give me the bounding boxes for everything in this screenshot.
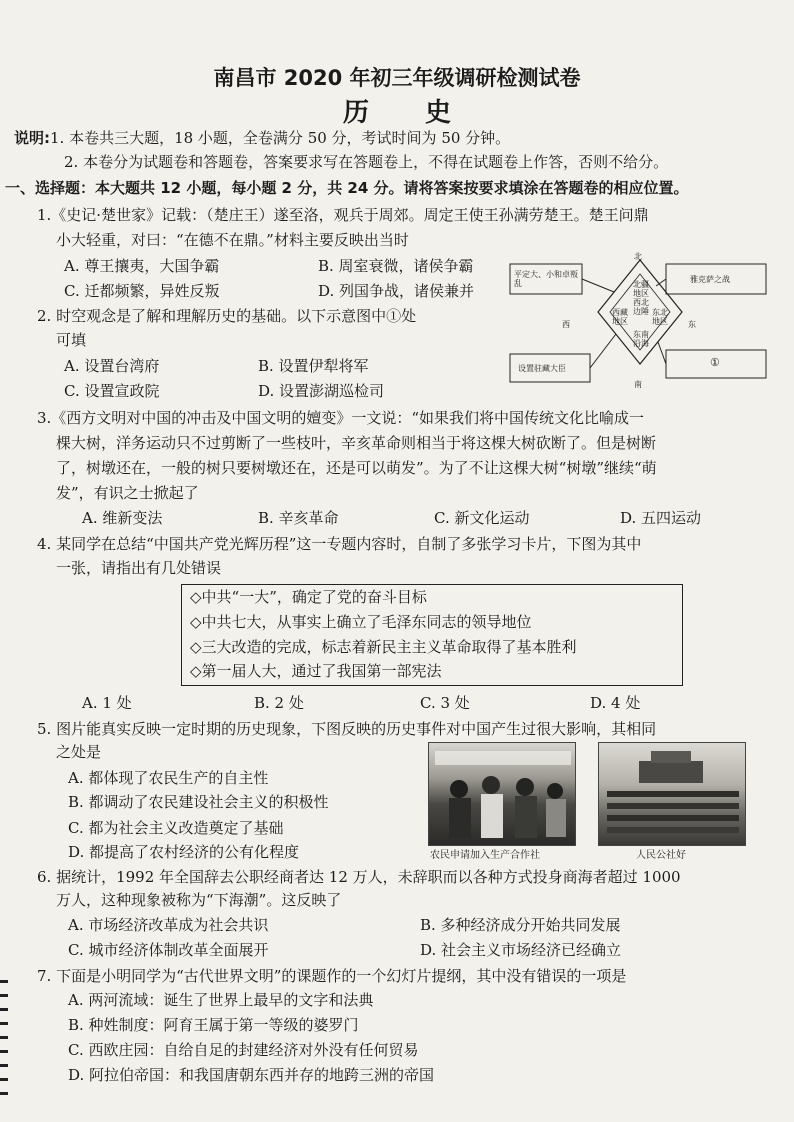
region-east: 东北地区 [652, 308, 668, 326]
q1-option-a: A. 尊王攘夷，大国争霸 [64, 257, 220, 275]
q3-option-d: D. 五四运动 [620, 509, 702, 527]
q6-option-c: C. 城市经济体制改革全面展开 [68, 941, 269, 959]
q4-option-a: A. 1 处 [82, 694, 132, 712]
binding-edge-marks [0, 980, 8, 1100]
q3-option-c: C. 新文化运动 [434, 509, 530, 527]
caption-cooperative: 农民申请加入生产合作社 [430, 850, 540, 861]
region-west: 西藏地区 [612, 308, 628, 326]
q1-line-1: 1.《史记·楚世家》记载：（楚庄王）遂至洛，观兵于周郊。周定王使王孙满劳楚王。楚王问鼎 [37, 206, 649, 224]
photo-commune-scene [599, 743, 746, 846]
q3-line-3: 了，树墩还在，一般的树只要树墩还在，还是可以萌发”。为了不让这棵大树“树墩”继续“萌 [56, 459, 657, 477]
q5-option-b: B. 都调动了农民建设社会主义的积极性 [68, 793, 329, 811]
compass-north: 北 [634, 252, 642, 261]
q5-option-c: C. 都为社会主义改造奠定了基础 [68, 819, 284, 837]
photo-commune [598, 742, 746, 846]
instruction-item-2: 2. 本卷分为试题卷和答题卷，答案要求写在答题卷上，不得在试题卷上作答，否则不给分。 [64, 153, 669, 171]
q5-line-2: 之处是 [56, 743, 102, 761]
q1-option-b: B. 周室衰微，诸侯争霸 [318, 257, 474, 275]
exam-title: 南昌市 2020 年初三年级调研检测试卷 [213, 66, 581, 90]
region-north: 北疆地区西北边陲 [633, 280, 649, 316]
q3-option-a: A. 维新变法 [82, 509, 163, 527]
compass-south: 南 [634, 380, 642, 389]
card-item-4: ◇第一届人大，通过了我国第一部宪法 [190, 662, 442, 680]
q7-option-c: C. 西欧庄园：自给自足的封建经济对外没有任何贸易 [68, 1041, 419, 1059]
instructions-label: 说明: [14, 129, 50, 147]
q7-option-b: B. 种姓制度：阿育王属于第一等级的婆罗门 [68, 1016, 359, 1034]
instruction-item-1: 1. 本卷共三大题，18 小题，全卷满分 50 分，考试时间为 50 分钟。 [50, 129, 511, 147]
section-heading: 一、选择题：本大题共 12 小题，每小题 2 分，共 24 分。请将答案按要求填涂在答题卷的相应位置。 [5, 179, 689, 197]
q5-line-1: 5. 图片能真实反映一定时期的历史现象，下图反映的历史事件对中国产生过很大影响，其相同 [37, 720, 657, 738]
q7-line-1: 7. 下面是小明同学为“古代世界文明”的课题作的一个幻灯片提纲，其中没有错误的一项是 [37, 967, 627, 985]
q4-line-1: 4. 某同学在总结“中国共产党光辉历程”这一专题内容时，自制了多张学习卡片，下图为其中 [37, 535, 642, 553]
photo-cooperative [428, 742, 576, 846]
q7-option-d: D. 阿拉伯帝国：和我国唐朝东西并存的地跨三洲的帝国 [68, 1066, 435, 1084]
box-nw: 平定大、小和卓叛乱 [514, 270, 578, 288]
box-ne: 雅克萨之战 [690, 275, 730, 284]
q4-line-2: 一张，请指出有几处错误 [56, 559, 222, 577]
q2-option-d: D. 设置澎湖巡检司 [258, 382, 385, 400]
q6-line-2: 万人，这种现象被称为“下海潮”。这反映了 [56, 891, 342, 909]
q1-option-d: D. 列国争战，诸侯兼并 [318, 282, 475, 300]
q4-option-b: B. 2 处 [254, 694, 304, 712]
q5-option-a: A. 都体现了农民生产的自主性 [68, 769, 269, 787]
q6-option-a: A. 市场经济改革成为社会共识 [68, 916, 269, 934]
instructions [14, 128, 510, 148]
q7-option-a: A. 两河流域：诞生了世界上最早的文字和法典 [68, 991, 374, 1009]
map-diagram [506, 252, 774, 392]
caption-commune: 人民公社好 [636, 850, 686, 861]
q6-option-b: B. 多种经济成分开始共同发展 [420, 916, 621, 934]
study-card [181, 584, 683, 686]
subject-title: 历史 [342, 98, 507, 128]
q6-option-d: D. 社会主义市场经济已经确立 [420, 941, 622, 959]
q3-line-2: 棵大树，洋务运动只不过剪断了一些枝叶，辛亥革命则相当于将这棵大树砍断了。但是树断 [56, 434, 657, 452]
q2-option-b: B. 设置伊犁将军 [258, 357, 369, 375]
q3-line-1: 3.《西方文明对中国的冲击及中国文明的嬗变》一文说：“如果我们将中国传统文化比喻成一 [37, 409, 644, 427]
q3-line-4: 发”，有识之士掀起了 [56, 484, 199, 502]
photo-cooperative-figures [429, 743, 576, 846]
q2-option-c: C. 设置宣政院 [64, 382, 160, 400]
card-item-2: ◇中共七大，从事实上确立了毛泽东同志的领导地位 [190, 613, 532, 631]
card-item-3: ◇三大改造的完成，标志着新民主主义革命取得了基本胜利 [190, 638, 577, 656]
card-item-1: ◇中共“一大”，确定了党的奋斗目标 [190, 588, 427, 606]
q3-option-b: B. 辛亥革命 [258, 509, 339, 527]
compass-west: 西 [562, 320, 570, 329]
q1-line-2: 小大轻重，对曰：“在德不在鼎。”材料主要反映出当时 [56, 231, 409, 249]
region-south: 东南沿海 [633, 330, 649, 348]
q2-line-2: 可填 [56, 331, 87, 349]
q4-option-c: C. 3 处 [420, 694, 470, 712]
q5-option-d: D. 都提高了农村经济的公有化程度 [68, 843, 300, 861]
q2-line-1: 2. 时空观念是了解和理解历史的基础。以下示意图中①处 [37, 307, 417, 325]
box-se-blank: ① [710, 356, 720, 369]
box-sw: 设置驻藏大臣 [518, 364, 566, 373]
q6-line-1: 6. 据统计，1992 年全国辞去公职经商者达 12 万人，未辞职而以各种方式投身商海者超过 1000 [37, 868, 681, 886]
q1-option-c: C. 迁都频繁，异姓反叛 [64, 282, 220, 300]
q2-option-a: A. 设置台湾府 [64, 357, 160, 375]
q4-option-d: D. 4 处 [590, 694, 641, 712]
compass-east: 东 [688, 320, 696, 329]
